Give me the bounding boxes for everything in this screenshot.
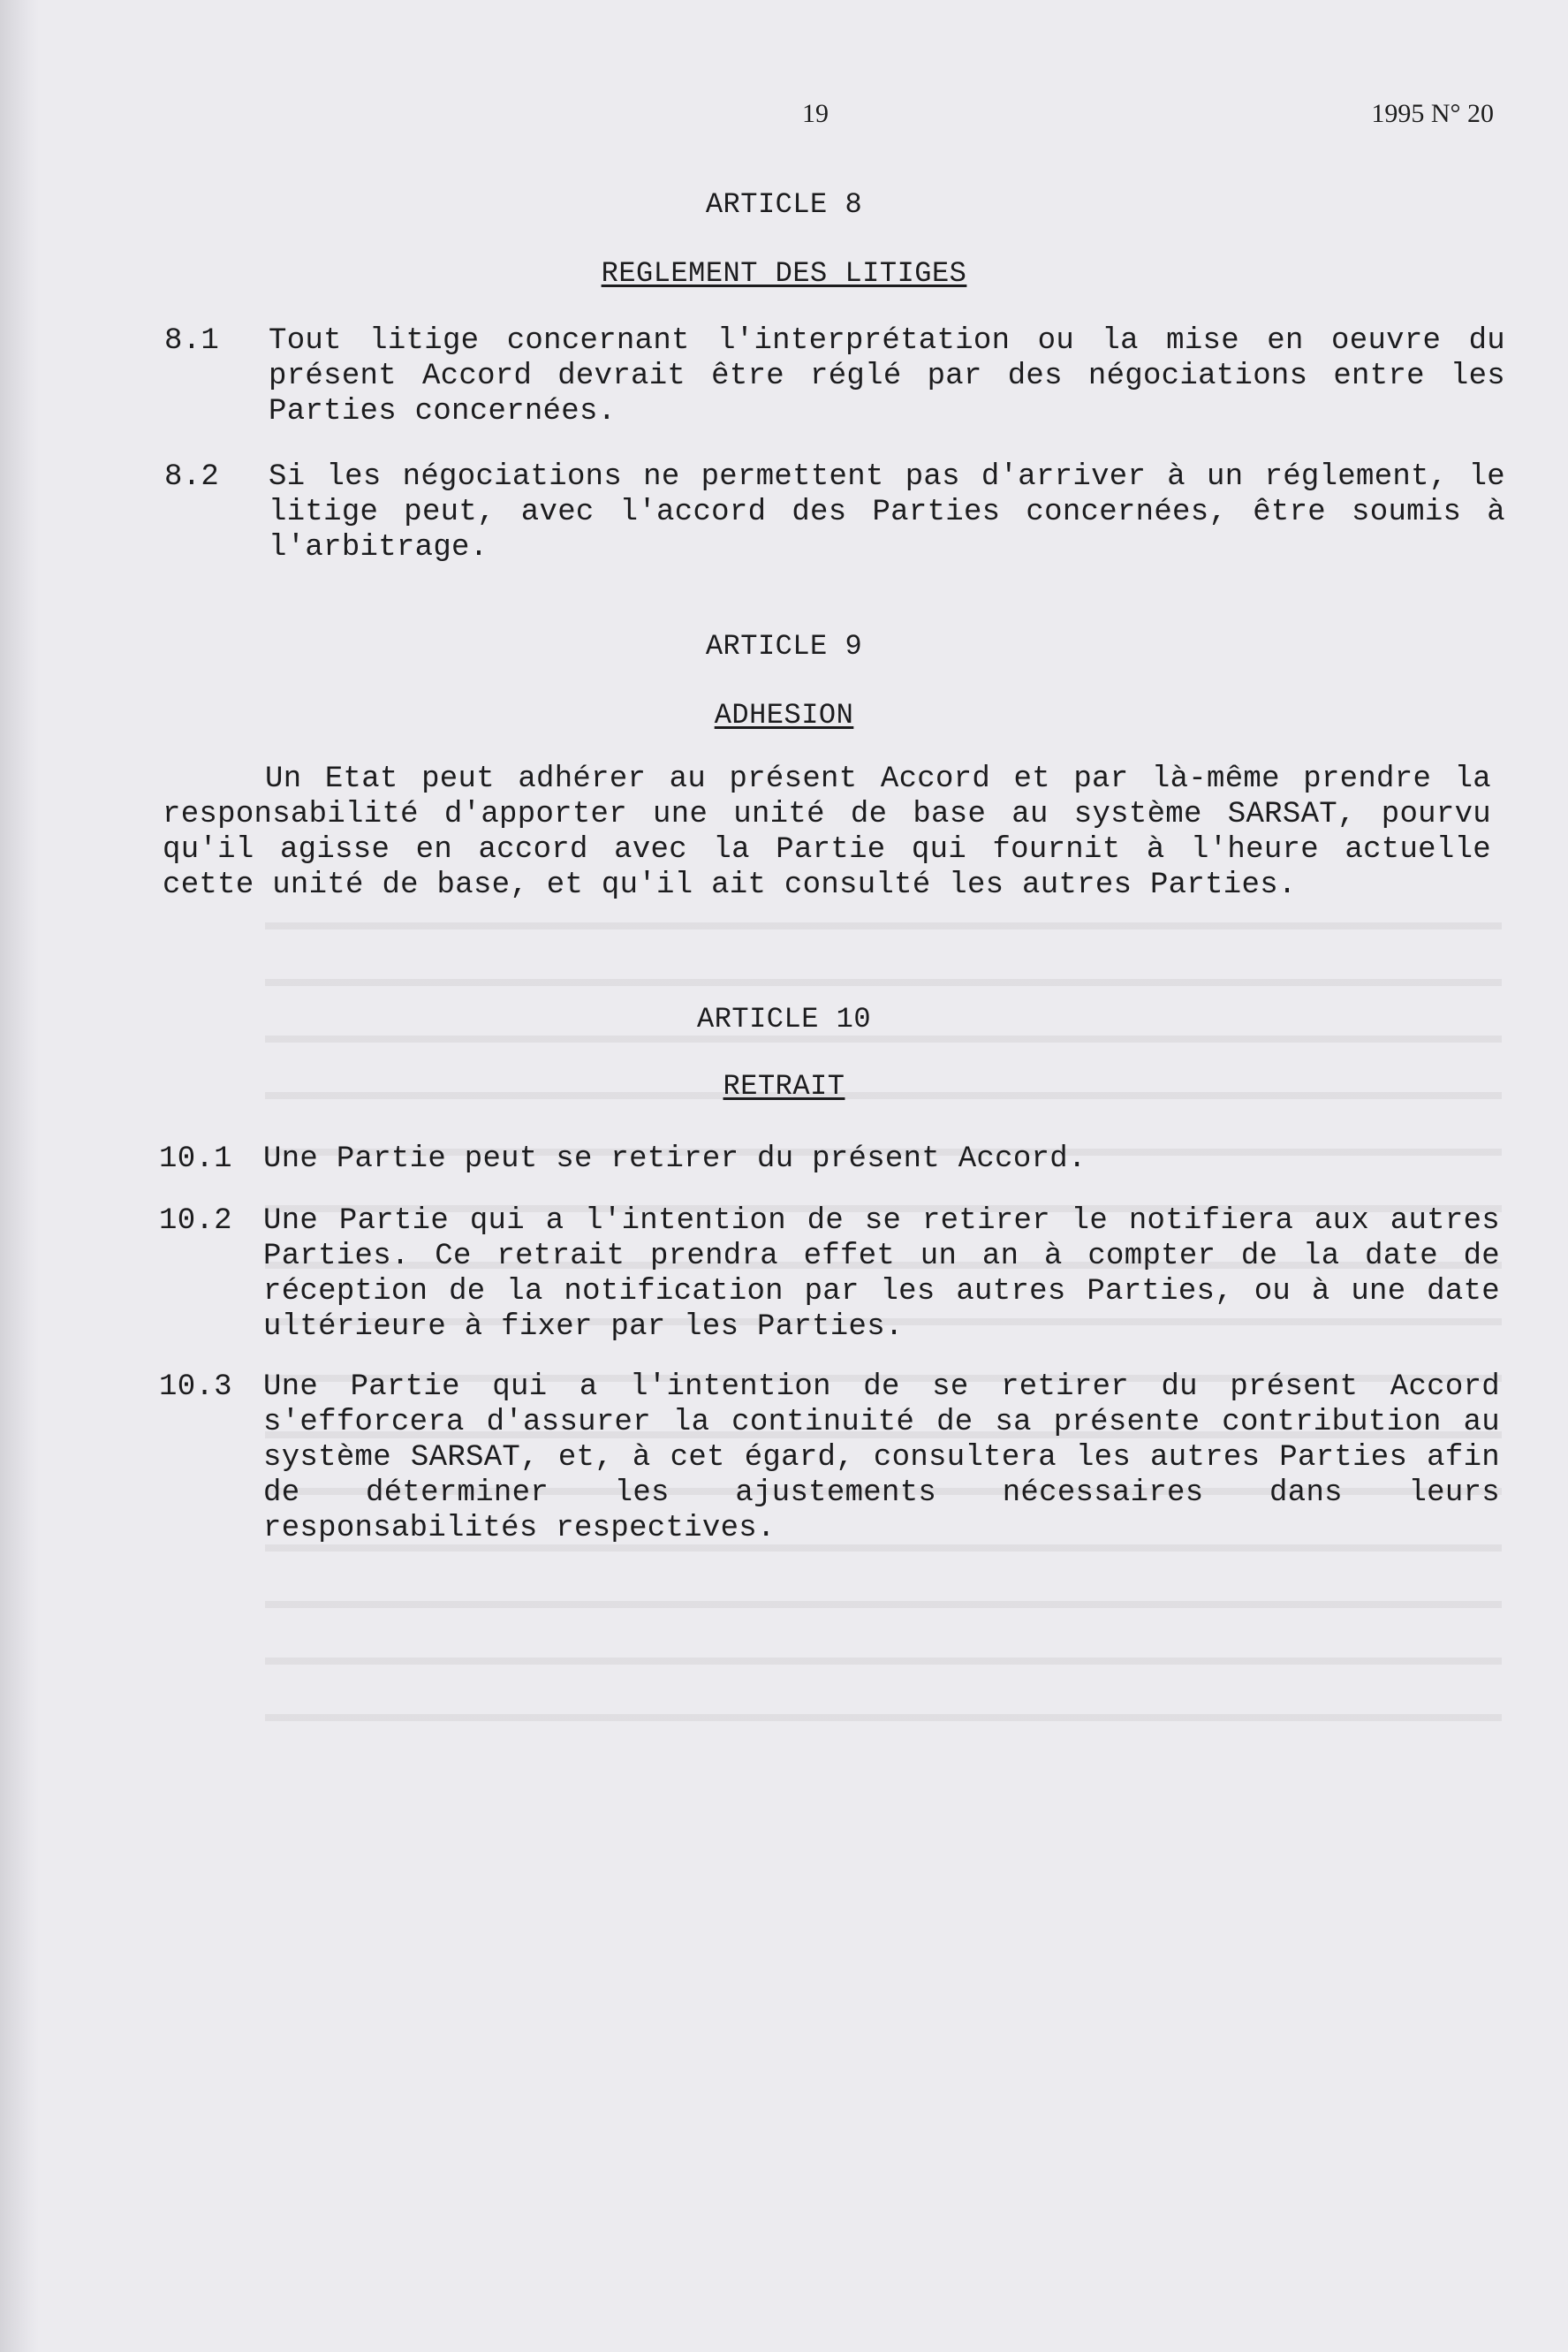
clause-text: Une Partie qui a l'intention de se retirer le notifiera aux autres Parties. Ce retrait prendra effet un an à compter de la date de réception de la notification par les autres Parties, ou à une date ultérieure à fixer par les Parties. [263,1204,1500,1344]
article-8-heading: ARTICLE 8 [705,188,863,221]
clause-text: Si les négociations ne permettent pas d'arriver à un réglement, le litige peut, avec l'accord des Parties concernées, être soumis à l'arbitrage. [269,460,1505,565]
clause-number: 10.1 [159,1142,232,1176]
article-9-title: ADHESION [714,699,854,732]
page-binding-edge [0,0,39,2352]
article-8-title: REGLEMENT DES LITIGES [601,257,967,290]
clause-number: 10.3 [159,1370,232,1404]
clause-number: 8.1 [164,324,220,358]
document-reference: 1995 N° 20 [1371,99,1494,128]
clause-number: 10.2 [159,1204,232,1238]
article-10-heading: ARTICLE 10 [696,1003,872,1036]
clause-text: Une Partie qui a l'intention de se retirer du présent Accord s'efforcera d'assurer la continuité de sa présente contribution au système SARSAT, et, à cet égard, consultera les autres Parties afin de déterminer les ajustements nécessaires dans leurs responsabilités respectives. [263,1370,1500,1545]
article-10-title: RETRAIT [723,1070,845,1103]
clause-number: 8.2 [164,460,220,494]
clause-text: Une Partie peut se retirer du présent Accord. [263,1142,1087,1176]
clause-text: Tout litige concernant l'interprétation ou la mise en oeuvre du présent Accord devrait être réglé par des négociations entre les Parties concernées. [269,324,1505,429]
page-number: 19 [802,99,829,128]
article-9-paragraph: Un Etat peut adhérer au présent Accord et par là-même prendre la responsabilité d'apporter une unité de base au système SARSAT, pourvu qu'il agisse en accord avec la Partie qui fournit à l'heure actuelle cette unité de base, et qu'il ait consulté les autres Parties. [163,763,1491,902]
article-9-heading: ARTICLE 9 [705,630,863,663]
